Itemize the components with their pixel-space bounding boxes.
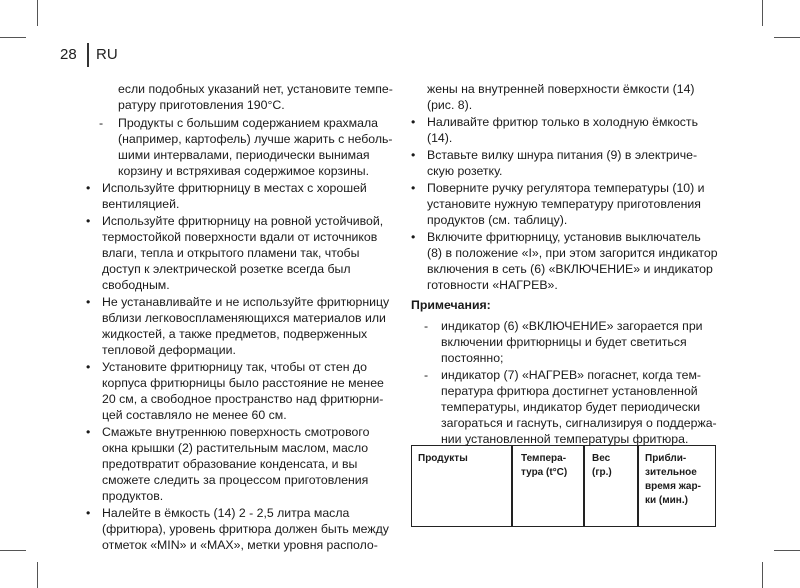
text-line: цей составляло не менее 60 см. (102, 408, 287, 422)
text-line: (14). (427, 131, 453, 145)
text-line: включения в сеть (6) «ВКЛЮЧЕНИЕ» и индикатор (427, 262, 713, 276)
text-line: тепловой деформации. (102, 343, 236, 357)
text-line: 20 см, а свободное пространство над фритюрни- (102, 392, 384, 406)
text-line: предотвратит образование конденсата, и вы (102, 457, 358, 471)
text-line: установите нужную температуру приготовления (427, 197, 701, 211)
text-line: Вставьте вилку шнура питания (9) в электриче- (427, 148, 698, 162)
bullet-marker: • (411, 230, 416, 244)
table-header-weight (592, 452, 612, 480)
text-line: термостойкой поверхности вдали от источников (102, 230, 378, 244)
table-divider (583, 446, 585, 526)
text-line: включении фритюрницы и будет светиться (441, 335, 687, 349)
text-line: Установите фритюрницу так, чтобы от стен до (102, 360, 367, 374)
crop-mark-top-right (762, 0, 763, 26)
cooking-table (411, 445, 716, 527)
dash-marker: - (424, 319, 429, 333)
crop-mark-bottom-left (37, 562, 38, 588)
bullet-marker: • (86, 425, 91, 439)
table-header-products (418, 452, 468, 466)
text-line: (8) в положение «I», при этом загорится индикатор (427, 246, 718, 260)
header-line: Продукты (418, 453, 468, 464)
bullet-marker: • (86, 360, 91, 374)
crop-mark-right-top (774, 37, 800, 38)
header-line: Темпера- (521, 453, 567, 464)
text-line: жидкостей, а также предметов, подверженных (102, 327, 368, 341)
bullet-marker: • (411, 181, 416, 195)
page-number: 28 (60, 46, 77, 63)
text-line: Используйте фритюрницу в местах с хорошей (102, 181, 367, 195)
text-line: Смажьте внутреннюю поверхность смотрового (102, 425, 370, 439)
text-line: постоянно; (441, 351, 504, 365)
bullet-marker: • (411, 148, 416, 162)
text-line: отметок «MIN» и «MAX», метки уровня располо- (102, 538, 378, 552)
text-line: Продукты с большим содержанием крахмала (118, 116, 378, 130)
text-line: Налейте в ёмкость (14) 2 - 2,5 литра масла (102, 506, 350, 520)
text-line: Наливайте фритюр только в холодную ёмкость (427, 115, 698, 129)
text-line: температуры, индикатор будет периодически (441, 400, 701, 414)
table-divider (511, 446, 513, 526)
header-line: время жар- (645, 481, 701, 492)
bullet-marker: • (86, 295, 91, 309)
text-line: влаги, тепла и открытого пламени так, чтобы (102, 246, 360, 260)
text-line: индикатор (6) «ВКЛЮЧЕНИЕ» загорается при (441, 319, 703, 333)
dash-marker: - (424, 368, 429, 382)
header-divider (87, 43, 89, 67)
crop-mark-bottom-right (762, 562, 763, 588)
language-label: RU (96, 46, 118, 63)
crop-mark-top-left (37, 0, 38, 26)
text-line: скую розетку. (427, 164, 503, 178)
bullet-marker: • (411, 115, 416, 129)
bullet-marker: • (86, 181, 91, 195)
bullet-marker: • (86, 506, 91, 520)
text-line: корзину и встряхивая содержимое корзины. (118, 164, 370, 178)
text-line: загораться и гаснуть, сигнализируя о поддержа- (441, 416, 717, 430)
header-line: ки (мин.) (645, 495, 688, 506)
text-line: если подобных указаний нет, установите темпе- (118, 82, 393, 96)
text-line: доступ к электрической розетке всегда был (102, 262, 351, 276)
text-line: (рис. 8). (427, 98, 473, 112)
text-line: жены на внутренней поверхности ёмкости (14) (427, 82, 695, 96)
text-line: корпуса фритюрницы было расстояние не менее (102, 376, 384, 390)
header-line: Прибли- (645, 453, 687, 464)
table-header-time (645, 452, 701, 508)
text-line: (например, картофель) лучше жарить с неболь- (118, 132, 393, 146)
text-line: продуктов. (102, 489, 164, 503)
text-line: индикатор (7) «НАГРЕВ» погаснет, когда тем- (441, 368, 702, 382)
text-line: нии установленной температуры фритюра. (441, 432, 689, 446)
text-line: вентиляцией. (102, 197, 180, 211)
text-line: пература фритюра достигнет установленной (441, 384, 698, 398)
text-line: Поверните ручку регулятора температуры (10) и (427, 181, 705, 195)
text-line: готовности «НАГРЕВ». (427, 278, 558, 292)
table-header-temperature (521, 452, 567, 480)
text-line: ратуру приготовления 190°С. (118, 98, 285, 112)
header-line: зительное (645, 467, 697, 478)
text-line: Включите фритюрницу, установив выключатель (427, 230, 701, 244)
text-line: Используйте фритюрницу на ровной устойчивой, (102, 214, 384, 228)
bullet-marker: • (86, 214, 91, 228)
text-line: Не устанавливайте и не используйте фритюрницу (102, 295, 390, 309)
text-line: свободным. (102, 278, 170, 292)
header-line: (гр.) (592, 467, 612, 478)
text-line: сможете следить за процессом приготовления (102, 473, 369, 487)
text-line: продуктов (см. таблицу). (427, 213, 568, 227)
text-line: шими интервалами, периодически вынимая (118, 148, 370, 162)
text-line: вблизи легковоспламеняющихся материалов или (102, 311, 386, 325)
crop-mark-right-bottom (774, 550, 800, 551)
dash-marker: - (99, 116, 104, 130)
crop-mark-left-top (0, 37, 26, 38)
table-divider (637, 446, 639, 526)
text-line: (фритюра), уровень фритюра должен быть между (102, 522, 389, 536)
notes-heading: Примечания: (411, 298, 491, 312)
header-line: Вес (592, 453, 611, 464)
crop-mark-left-bottom (0, 550, 26, 551)
text-line: окна крышки (2) растительным маслом, масло (102, 441, 369, 455)
header-line: тура (t°C) (521, 467, 568, 478)
